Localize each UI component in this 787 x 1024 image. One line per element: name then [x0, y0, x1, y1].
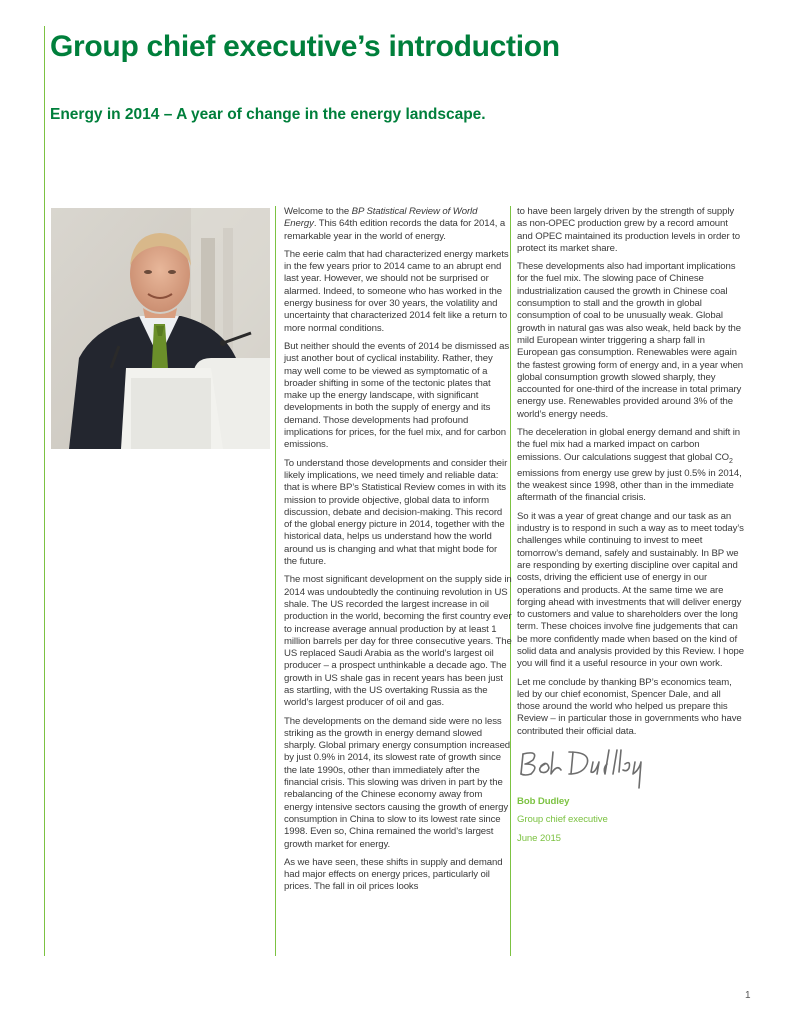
welcome-prefix: Welcome to the: [284, 206, 352, 217]
body-paragraph: [517, 427, 745, 505]
signatory-name: Bob Dudley: [517, 796, 570, 808]
body-column-2: [517, 206, 745, 851]
signoff-date: June 2015: [517, 832, 561, 844]
body-paragraph: The eerie calm that had characterized energy markets in the few years prior to 2014 came to an abrupt end last year. However, we should not be surprised or alarmed. Indeed, to someone who has worked in the energy business for over 30 years, the volatility and uncertainty that characterized 2014 felt like a return to more normal conditions.: [284, 248, 509, 334]
welcome-paragraph: [284, 206, 512, 243]
body-paragraph: The most significant development on the supply side in 2014 was undoubtedly the continuing revolution in US shale. The US recorded the largest increase in oil production in the world, becoming the first country ever to increase average annual production by at least 1 million barrels per day for three consecutive years. The US replaced Saudi Arabia as the world’s largest oil producer – a prospect unthinkable a decade ago. The growth in US shale gas in recent years has been just as startling, with the US overtaking Russia as the world’s largest producer of oil and gas.: [284, 574, 512, 709]
co2-subscript: 2: [729, 457, 733, 465]
body-paragraph: But neither should the events of 2014 be dismissed as just another bout of cyclical instability. Rather, they may well come to be viewed as symptomatic of a broader shifting in some of the tectonic plates that make up the energy landscape, with significant developments in both the supply of energy and its demand. Those developments had profound implications for prices, for the fuel mix, and for carbon emissions.: [284, 340, 510, 451]
body-paragraph: The developments on the demand side were no less striking as the growth in energy demand slowed sharply. Global primary energy consumption increased by just 0.9% in 2014, its slowest rate of growth since the late 1990s, other than immediately after the financial crisis. This slowing was driven in part by the rebalancing of the Chinese economy away from energy intensive sectors causing the growth of energy consumption in China to slow to its lowest rate since 1998. Even so, China remained the world’s largest growth market for energy.: [284, 715, 511, 850]
column-divider-1: [275, 206, 276, 956]
publication-title: BP Statistical Review of World Energy: [284, 206, 478, 230]
page-title: Group chief executive’s introduction: [50, 30, 560, 63]
body-paragraph: Let me conclude by thanking BP’s economics team, led by our chief economist, Spencer Dale, and all those around the world who helped us prepare this Review – in particular those in governments who have contributed their official data.: [517, 676, 742, 737]
body-paragraph: As we have seen, these shifts in supply and demand had major effects on energy prices, particularly oil prices. The fall in oil prices looks: [284, 856, 503, 893]
body-column-1: [284, 206, 512, 900]
body-paragraph: So it was a year of great change and our task as an industry is to respond in such a way as to meet today’s challenges while continuing to invest to meet tomorrow’s demand, safely and sustainably. In BP we are responding by exerting discipline over capital and costs, driving the efficient use of energy in our operations and products. At the same time we are forging ahead with investments that will deliver energy to customers and value to shareholders over the long term. These choices involve fine judgements that can be more confidently made when based on the kind of solid data and analysis provided by this Review. I hope you will find it a useful resource in your own work.: [517, 510, 745, 670]
handwritten-signature: [517, 744, 667, 792]
body-paragraph: to have been largely driven by the strength of supply as non-OPEC production grew by a record amount and OPEC maintained its production levels in order to protect its market share.: [517, 206, 740, 254]
body-paragraph: To understand those developments and consider their likely implications, we need timely and reliable data: that is where BP’s Statistical Review comes in with its mission to provide objective, global data to inform discussion, debate and decision-making. This record of the global energy picture in 2014, together with the historical data, helps us understand how the world around us is changing and what that might bode for the future.: [284, 457, 508, 568]
page-number: 1: [745, 990, 751, 1001]
page-subtitle: Energy in 2014 – A year of change in the energy landscape.: [50, 106, 486, 123]
left-margin-rule: [44, 26, 45, 956]
ceo-portrait-photo: [51, 208, 270, 449]
signatory-role: Group chief executive: [517, 814, 608, 826]
body-paragraph: These developments also had important implications for the fuel mix. The slowing pace of Chinese industrialization caused the growth in Chinese coal consumption to stall and the growth in global consumption of coal to be unusually weak. Global growth in natural gas was also weak, held back by the mild European winter triggering a sharp fall in European gas consumption. Renewables were again the fastest growing form of energy and, in a year when global consumption growth slowed sharply, they accounted for one-third of the increase in total primary energy use. Renewables provided around 3% of the world’s energy needs.: [517, 261, 744, 420]
emissions-text-b: emissions from energy use grew by just 0.5% in 2014, the weakest since 1998, other than in the immediate aftermath of the financial crisis.: [517, 467, 742, 504]
welcome-suffix: . This 64th edition records the data for 2014, a remarkable year in the world of energy.: [284, 218, 506, 242]
emissions-text-a: The deceleration in global energy demand and shift in the fuel mix had a marked impact on carbon emissions. Our calculations suggest that global CO: [517, 427, 740, 463]
